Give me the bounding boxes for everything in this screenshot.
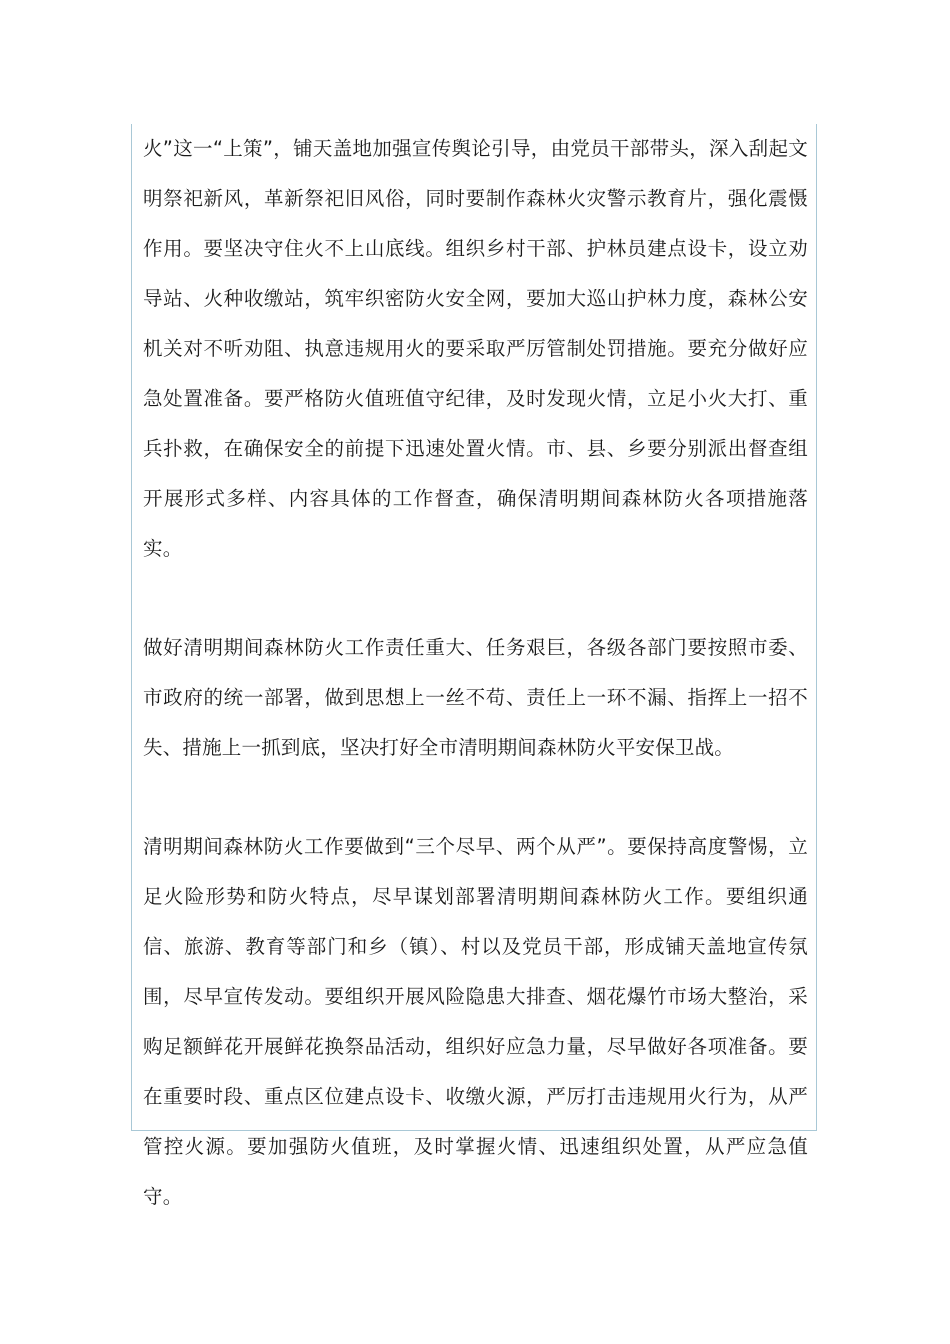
paragraph-2: 做好清明期间森林防火工作责任重大、任务艰巨，各级各部门要按照市委、市政府的统一部署，做到思想上一丝不苟、责任上一环不漏、指挥上一招不失、措施上一抓到底，坚决打好全市清明期间森林防火平安保卫战。 <box>143 636 808 759</box>
paragraph-3: 清明期间森林防火工作要做到“三个尽早、两个从严”。要保持高度警惕，立足火险形势和防火特点，尽早谋划部署清明期间森林防火工作。要组织通信、旅游、教育等部门和乡（镇）、村以及党员干部，形成铺天盖地宣传氛围，尽早宣传发动。要组织开展风险隐患大排查、烟花爆竹市场大整治，采购足额鲜花开展鲜花换祭品活动，组织好应急力量，尽早做好各项准备。要在重要时段、重点区位建点设卡、收缴火源，严厉打击违规用火行为，从严管控火源。要加强防火值班，及时掌握火情、迅速组织处置，从严应急值守。 <box>143 835 808 1208</box>
paragraph-1: 火”这一“上策”，铺天盖地加强宣传舆论引导，由党员干部带头，深入刮起文明祭祀新风，革新祭祀旧风俗，同时要制作森林火灾警示教育片，强化震慑作用。要坚决守住火不上山底线。组织乡村干部、护林员建点设卡，设立劝导站、火种收缴站，筑牢织密防火安全网，要加大巡山护林力度，森林公安机关对不听劝阻、执意违规用火的要采取严厉管制处罚措施。要充分做好应急处置准备。要严格防火值班值守纪律，及时发现火情，立足小火大打、重兵扑救，在确保安全的前提下迅速处置火情。市、县、乡要分别派出督查组开展形式多样、内容具体的工作督查，确保清明期间森林防火各项措施落实。 <box>143 137 808 560</box>
document-body <box>143 124 808 1222</box>
